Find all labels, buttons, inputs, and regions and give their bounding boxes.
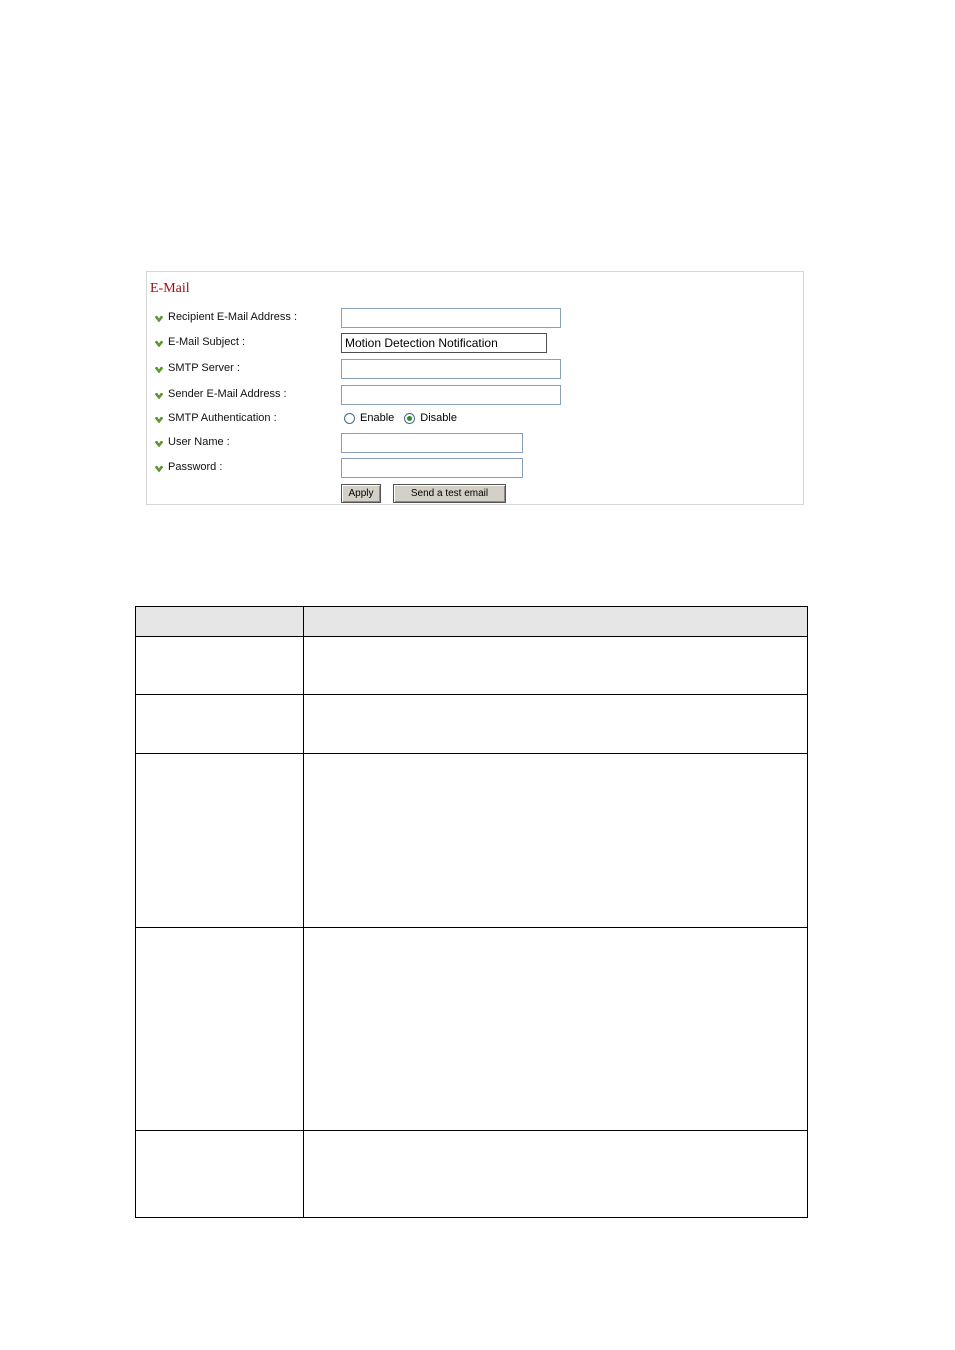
smtp-server-label: SMTP Server : — [168, 362, 240, 374]
table-row — [136, 637, 808, 695]
enable-radio-label[interactable]: Enable — [360, 412, 395, 424]
disable-radio-label[interactable]: Disable — [420, 412, 457, 424]
smtp-server-row — [147, 359, 803, 383]
table-row — [136, 928, 808, 1131]
chevron-down-icon — [154, 340, 164, 349]
email-settings-panel — [146, 271, 804, 505]
username-row — [147, 433, 803, 457]
chevron-down-icon — [154, 315, 164, 324]
smtp-server-input[interactable] — [341, 359, 561, 379]
chevron-down-icon — [154, 392, 164, 401]
recipient-email-input[interactable] — [341, 308, 561, 328]
table-cell — [136, 637, 304, 695]
table-cell — [304, 1131, 808, 1218]
table-cell — [304, 637, 808, 695]
table-cell — [136, 754, 304, 928]
chevron-down-icon — [154, 465, 164, 474]
panel-title: E-Mail — [150, 281, 190, 296]
sender-row — [147, 385, 803, 409]
subject-label: E-Mail Subject : — [168, 336, 246, 348]
table-cell — [304, 754, 808, 928]
chevron-down-icon — [154, 440, 164, 449]
table-row — [136, 754, 808, 928]
table-header-row — [136, 607, 808, 637]
table-header-cell — [136, 607, 304, 637]
smtp-auth-radio-group — [344, 412, 467, 424]
smtp-auth-row — [147, 409, 803, 433]
sender-label: Sender E-Mail Address : — [168, 388, 287, 400]
recipient-label: Recipient E-Mail Address : — [168, 311, 297, 323]
table-header-cell — [304, 607, 808, 637]
enable-radio[interactable] — [344, 413, 355, 424]
send-test-email-button[interactable]: Send a test email — [393, 484, 506, 503]
recipient-row — [147, 308, 803, 332]
disable-radio[interactable] — [404, 413, 415, 424]
email-subject-input[interactable] — [341, 333, 547, 353]
table-cell — [136, 695, 304, 754]
description-table — [135, 606, 808, 1218]
table-row — [136, 1131, 808, 1218]
username-input[interactable] — [341, 433, 523, 453]
table-cell — [136, 928, 304, 1131]
table-cell — [304, 928, 808, 1131]
password-label: Password : — [168, 461, 223, 473]
apply-button[interactable]: Apply — [341, 484, 381, 503]
subject-row — [147, 333, 803, 357]
password-input[interactable] — [341, 458, 523, 478]
table-cell — [304, 695, 808, 754]
username-label: User Name : — [168, 436, 230, 448]
sender-email-input[interactable] — [341, 385, 561, 405]
smtp-auth-label: SMTP Authentication : — [168, 412, 277, 424]
password-row — [147, 458, 803, 482]
chevron-down-icon — [154, 416, 164, 425]
table-row — [136, 695, 808, 754]
table-cell — [136, 1131, 304, 1218]
chevron-down-icon — [154, 366, 164, 375]
